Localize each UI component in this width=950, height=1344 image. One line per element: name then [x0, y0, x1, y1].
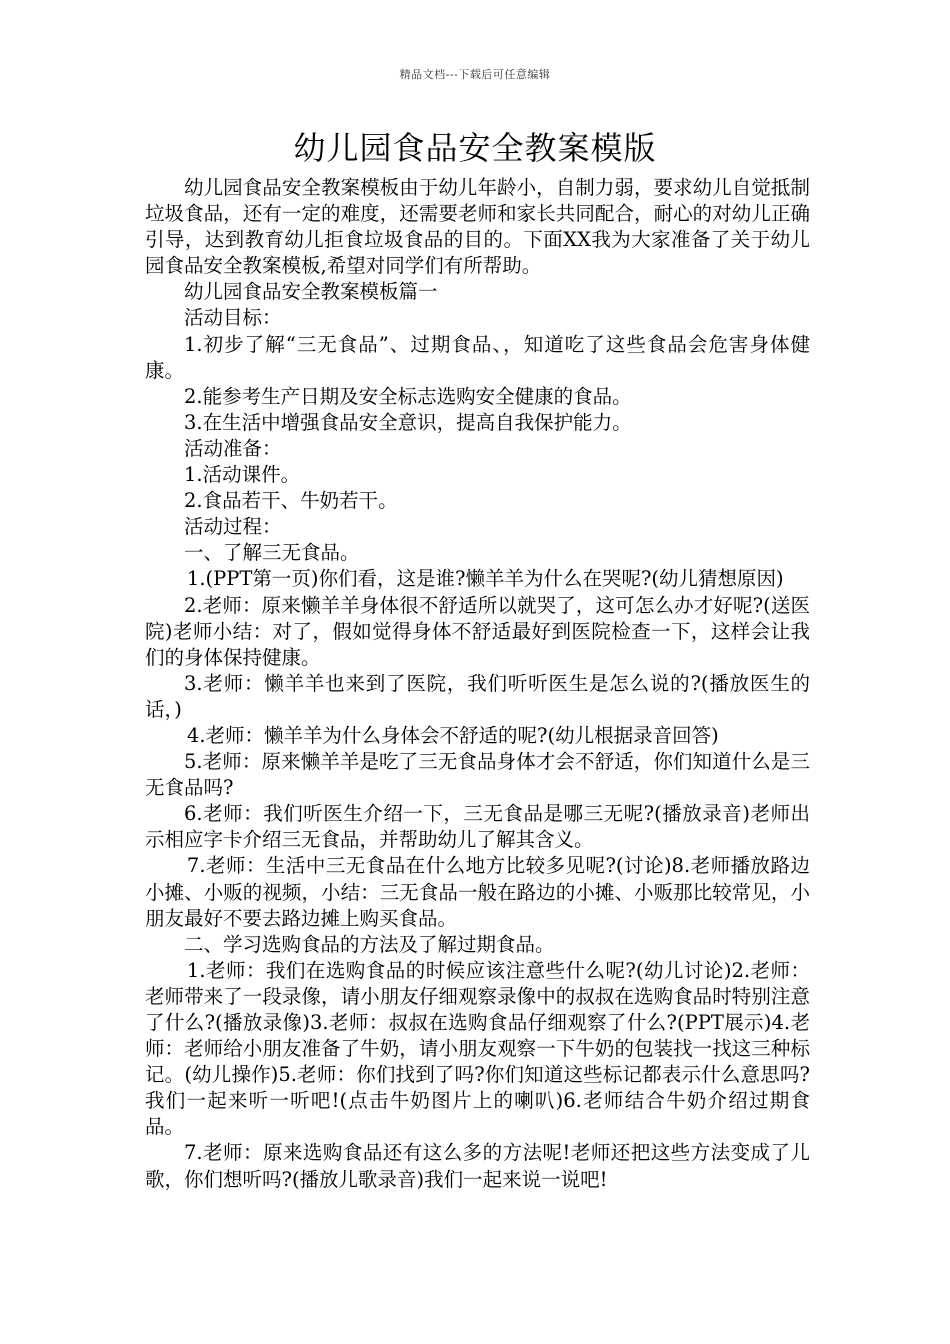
paragraph: 1.老师：我们在选购食品的时候应该注意些什么呢?(幼儿讨论)2.老师：老师带来了一段录像，请小朋友仔细观察录像中的叔叔在选购食品时特别注意了什么?(播放录像)3.老师：叔叔在选购食品仔细观察了什么?(PPT展示)4.老师：老师给小朋友准备了牛奶，请小朋友观察一下牛奶的包装找一找这三种标记。(幼儿操作)5.老师：你们找到了吗?你们知道这些标记都表示什么意思吗?我们一起来听一听吧!(点击牛奶图片上的喇叭)6.老师结合牛奶介绍过期食品。 [145, 958, 810, 1139]
paragraph: 2.能参考生产日期及安全标志选购安全健康的食品。 [184, 384, 632, 408]
page-header: 精品文档---下载后可任意编辑 [399, 68, 551, 81]
paragraph: 7.老师：原来选购食品还有这么多的方法呢!老师还把这些方法变成了儿歌，你们想听吗?(播放儿歌录音)我们一起来说一说吧! [145, 1141, 810, 1191]
subheading-process: 活动过程： [184, 515, 282, 539]
paragraph: 2.老师：原来懒羊羊身体很不舒适所以就哭了，这可怎么办才好呢?(送医院)老师小结：对了，假如觉得身体不舒适最好到医院检查一下，这样会让我们的身体保持健康。 [145, 593, 810, 669]
document-body [145, 175, 810, 1193]
document-title: 幼儿园食品安全教案模版 [293, 129, 657, 167]
paragraph: 一、了解三无食品。 [184, 541, 360, 565]
paragraph: 6.老师：我们听医生介绍一下，三无食品是哪三无呢?(播放录音)老师出示相应字卡介绍三无食品，并帮助幼儿了解其含义。 [145, 802, 810, 852]
paragraph: 3.在生活中增强食品安全意识，提高自我保护能力。 [184, 410, 632, 434]
paragraph: 1.初步了解“三无食品”、过期食品、，知道吃了这些食品会危害身体健康。 [145, 332, 810, 382]
paragraph: 3.老师：懒羊羊也来到了医院，我们听听医生是怎么说的?(播放医生的话，) [145, 671, 810, 721]
paragraph: 7.老师：生活中三无食品在什么地方比较多见呢?(讨论)8.老师播放路边小摊、小贩的视频，小结：三无食品一般在路边的小摊、小贩那比较常见，小朋友最好不要去路边摊上购买食品。 [145, 854, 810, 930]
paragraph: 二、学习选购食品的方法及了解过期食品。 [184, 932, 555, 956]
paragraph: 5.老师：原来懒羊羊是吃了三无食品身体才会不舒适，你们知道什么是三无食品吗? [145, 750, 810, 800]
section-heading: 幼儿园食品安全教案模板篇一 [184, 280, 438, 304]
paragraph: 4.老师：懒羊羊为什么身体会不舒适的呢?(幼儿根据录音回答) [186, 723, 719, 747]
paragraph: 1.活动课件。 [184, 463, 301, 487]
paragraph: 2.食品若干、牛奶若干。 [184, 489, 398, 513]
intro-paragraph: 幼儿园食品安全教案模板由于幼儿年龄小，自制力弱，要求幼儿自觉抵制垃圾食品，还有一定的难度，还需要老师和家长共同配合，耐心的对幼儿正确引导，达到教育幼儿拒食垃圾食品的目的。下面XX我为大家准备了关于幼儿园食品安全教案模板,希望对同学们有所帮助。 [145, 176, 810, 278]
subheading-goals: 活动目标： [184, 306, 282, 330]
subheading-preparation: 活动准备： [184, 436, 282, 460]
paragraph: 1.(PPT第一页)你们看，这是谁?懒羊羊为什么在哭呢?(幼儿猜想原因) [186, 567, 784, 591]
